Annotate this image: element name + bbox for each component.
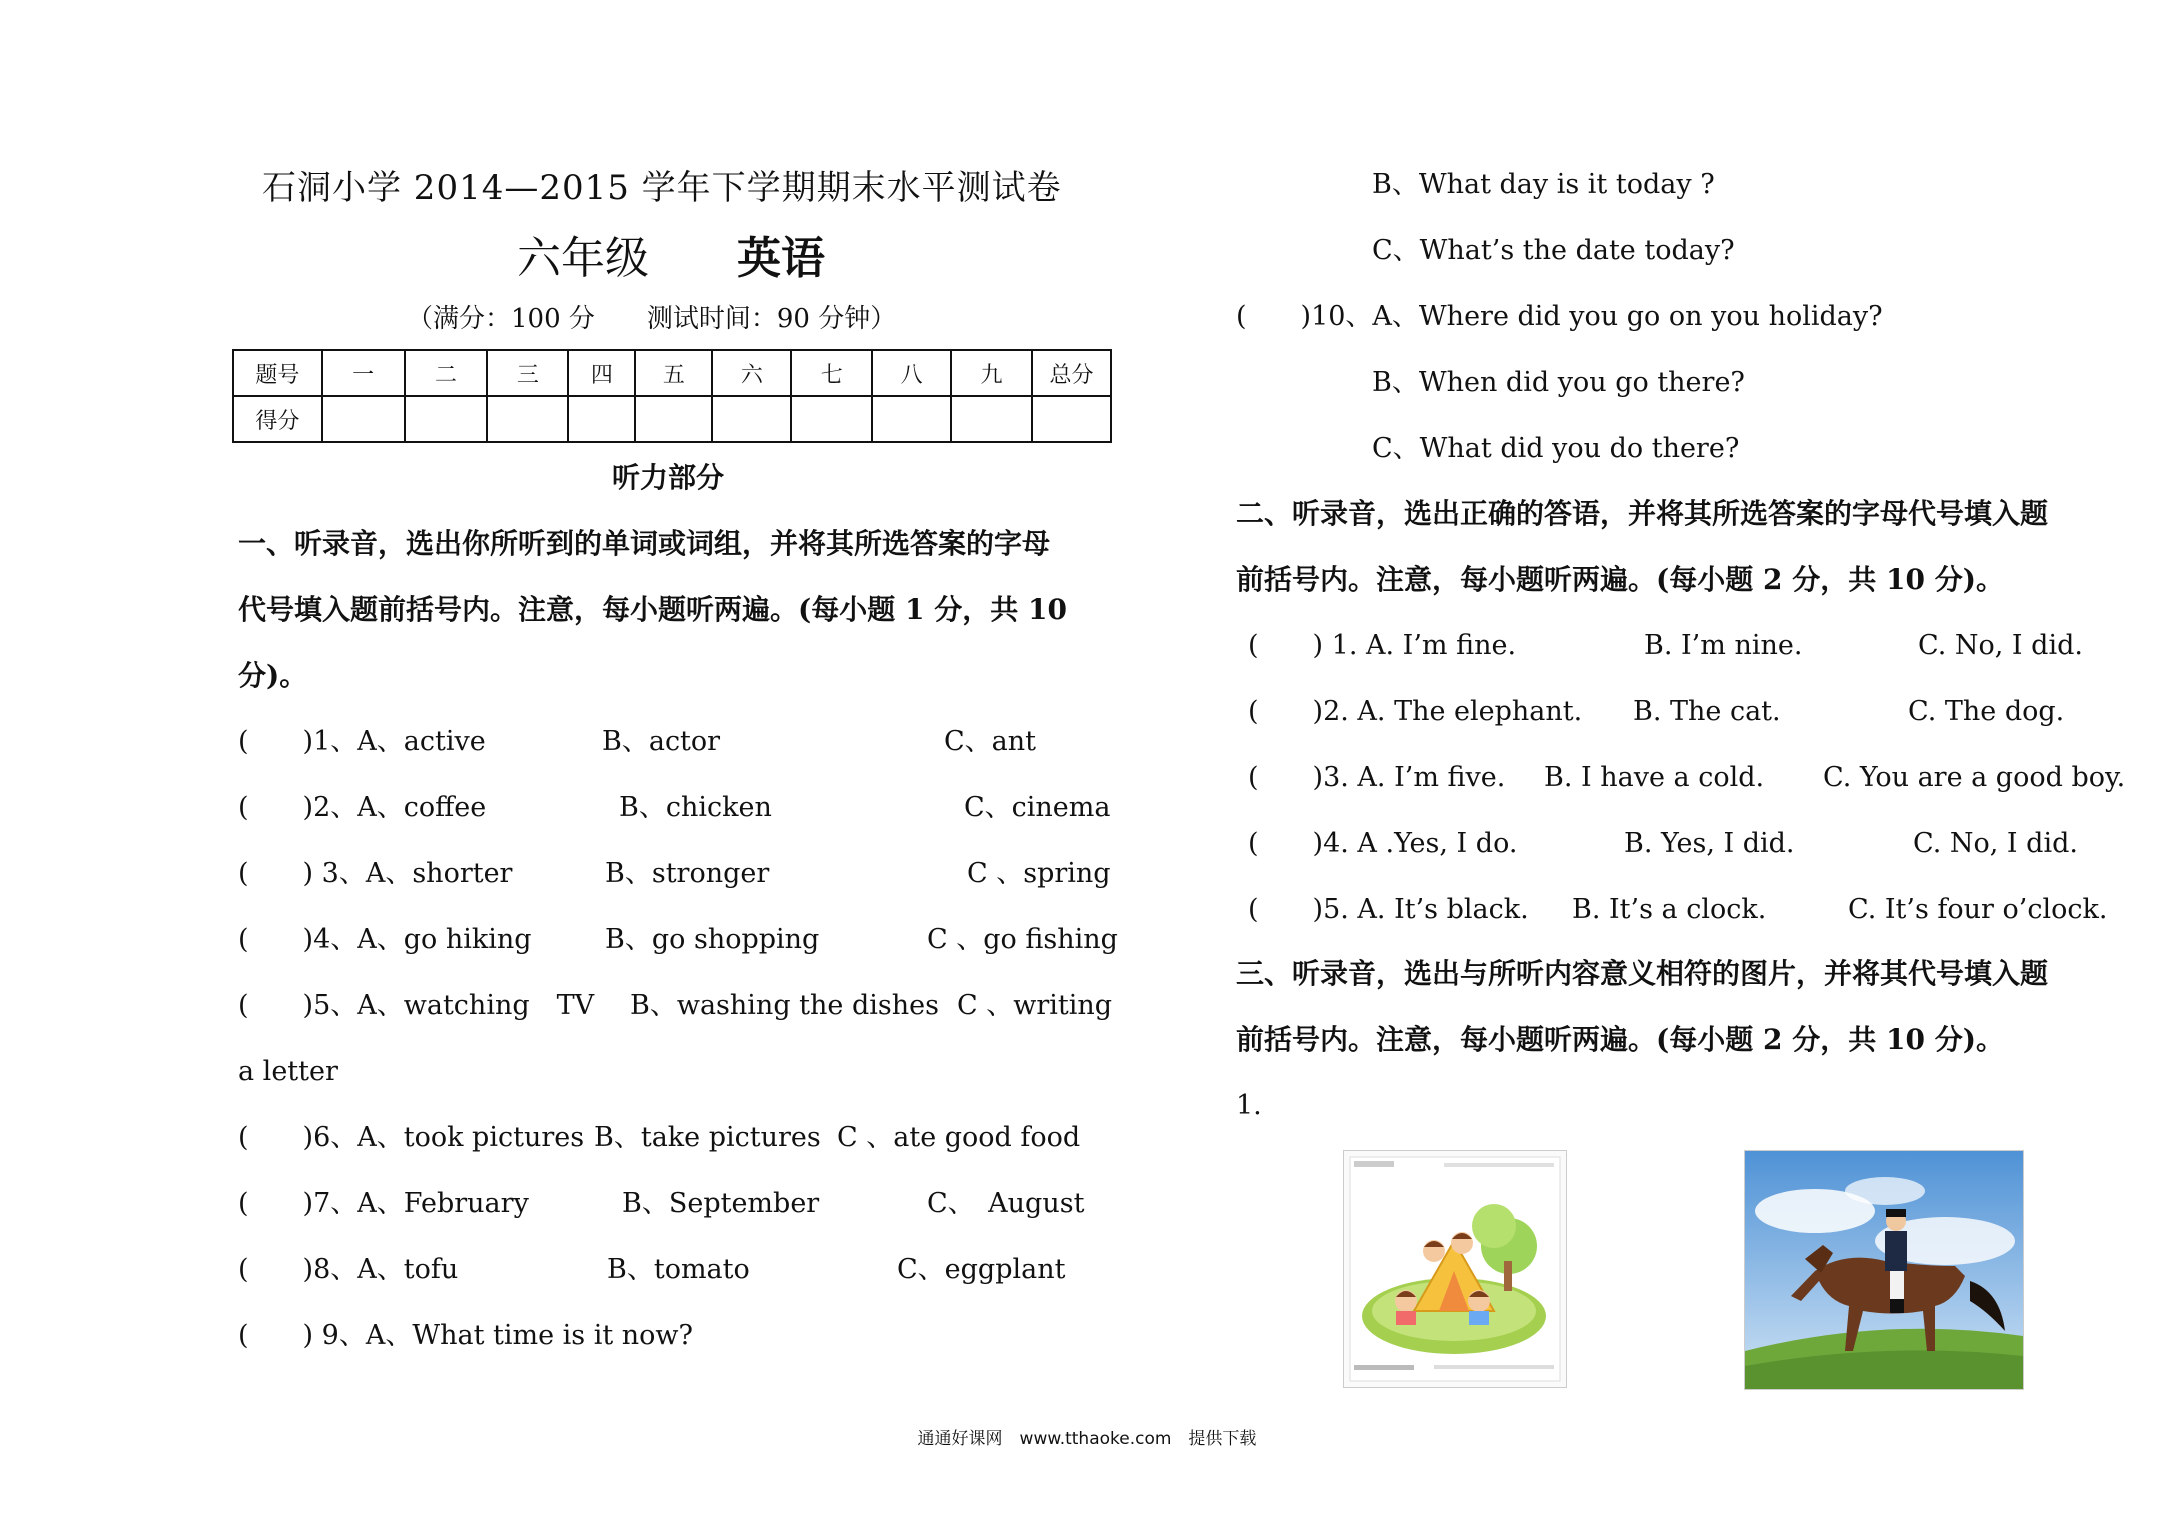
question-a: ( )4、A、go hiking — [238, 924, 532, 955]
question-continuation: a letter — [238, 1056, 338, 1087]
option-c: C 、writing — [957, 990, 1113, 1021]
option-b: B、go shopping — [605, 924, 820, 955]
option-b: B. I have a cold. — [1544, 762, 1765, 793]
question-a: ( )10、A、Where did you go on you holiday? — [1236, 301, 1883, 332]
listening-title: 听力部分 — [612, 461, 725, 494]
score-entry[interactable] — [872, 396, 951, 442]
option-c: C、What’s the date today? — [1372, 235, 1735, 266]
question-a: ( )1、A、active — [238, 726, 486, 757]
question-a: ( )2、A、coffee — [238, 792, 487, 823]
score-entry[interactable] — [1032, 396, 1111, 442]
section2-title-line2: 前括号内。注意，每小题听两遍。(每小题 2 分，共 10 分)。 — [1236, 563, 2004, 596]
option-c: C 、ate good food — [837, 1122, 1081, 1153]
option-b: B、What day is it today ? — [1372, 169, 1715, 200]
score-cell: 二 — [405, 350, 488, 396]
footer-credit: 通通好课网 www.tthaoke.com 提供下载 — [917, 1429, 1257, 1449]
option-c: C. You are a good boy. — [1823, 762, 2126, 793]
option-b: B. Yes, I did. — [1624, 828, 1795, 859]
score-cell: 九 — [951, 350, 1032, 396]
score-entry[interactable] — [568, 396, 635, 442]
exam-title: 石洞小学 2014—2015 学年下学期期末水平测试卷 — [262, 168, 1062, 208]
score-cell: 八 — [872, 350, 951, 396]
score-entry[interactable] — [487, 396, 568, 442]
exam-subtitle — [517, 222, 825, 286]
score-entry[interactable] — [951, 396, 1032, 442]
option-c: C. The dog. — [1908, 696, 2065, 727]
score-cell: 七 — [791, 350, 872, 396]
option-c: C、eggplant — [897, 1254, 1066, 1285]
score-table-score-row — [233, 396, 1111, 442]
score-entry[interactable] — [635, 396, 712, 442]
option-c: C、 August — [927, 1188, 1085, 1219]
option-c: C、cinema — [964, 792, 1111, 823]
question-a: ( )3. A. I’m five. — [1248, 762, 1506, 793]
question-a: ( )8、A、tofu — [238, 1254, 459, 1285]
option-c: C. It’s four o’clock. — [1848, 894, 2108, 925]
section1-title-line1: 一、听录音，选出你所听到的单词或词组，并将其所选答案的字母 — [238, 527, 1051, 560]
section3-title-line2: 前括号内。注意，每小题听两遍。(每小题 2 分，共 10 分)。 — [1236, 1023, 2004, 1056]
horse-riding-image — [1744, 1150, 2024, 1390]
question-a: ( )7、A、February — [238, 1188, 529, 1219]
score-entry[interactable] — [405, 396, 488, 442]
question-a: ( )5. A. It’s black. — [1248, 894, 1529, 925]
section2-title-line1: 二、听录音，选出正确的答语，并将其所选答案的字母代号填入题 — [1236, 497, 2049, 530]
score-entry[interactable] — [791, 396, 872, 442]
option-b: B. It’s a clock. — [1572, 894, 1767, 925]
score-cell: 四 — [568, 350, 635, 396]
option-b: B、chicken — [619, 792, 772, 823]
option-b: B. I’m nine. — [1644, 630, 1803, 661]
option-b: B、actor — [602, 726, 721, 757]
camping-cartoon-illustration — [1344, 1151, 1566, 1387]
section1-title-line2: 代号填入题前括号内。注意，每小题听两遍。(每小题 1 分，共 10 — [238, 593, 1067, 626]
option-b: B、take pictures — [594, 1122, 821, 1153]
question-a: ( )6、A、took pictures — [238, 1122, 585, 1153]
score-entry[interactable] — [322, 396, 405, 442]
option-b: B、When did you go there? — [1372, 367, 1745, 398]
question-a: ( ) 1. A. I’m fine. — [1248, 630, 1517, 661]
option-c: C、ant — [944, 726, 1036, 757]
question-number: 1. — [1236, 1090, 1262, 1121]
subject-label: 英语 — [737, 233, 825, 284]
option-c: C、What did you do there? — [1372, 433, 1740, 464]
score-cell: 六 — [712, 350, 791, 396]
option-b: B、tomato — [607, 1254, 750, 1285]
grade-label: 六年级 — [517, 233, 649, 284]
score-cell: 总分 — [1032, 350, 1111, 396]
score-table-header-row — [233, 350, 1111, 396]
horse-riding-photo — [1745, 1151, 2023, 1389]
score-cell: 题号 — [233, 350, 322, 396]
camping-cartoon-image — [1343, 1150, 1567, 1388]
question-a: ( ) 3、A、shorter — [238, 858, 513, 889]
option-c: C 、spring — [967, 858, 1111, 889]
section3-title-line1: 三、听录音，选出与所听内容意义相符的图片，并将其代号填入题 — [1236, 957, 2049, 990]
question-a: ( )2. A. The elephant. — [1248, 696, 1583, 727]
question-a: ( )5、A、watching TV — [238, 990, 595, 1021]
section1-title-line3: 分)。 — [238, 659, 308, 692]
option-c: C. No, I did. — [1913, 828, 2078, 859]
score-cell: 三 — [487, 350, 568, 396]
score-cell: 五 — [635, 350, 712, 396]
option-b: B. The cat. — [1633, 696, 1781, 727]
option-b: B、September — [622, 1188, 820, 1219]
option-c: C 、go fishing — [927, 924, 1118, 955]
option-b: B、washing the dishes — [630, 990, 939, 1021]
exam-meta: （满分：100 分 测试时间：90 分钟） — [407, 304, 897, 334]
score-entry[interactable] — [712, 396, 791, 442]
option-b: B、stronger — [605, 858, 770, 889]
score-cell: 一 — [322, 350, 405, 396]
score-table — [232, 349, 1112, 443]
score-row-label: 得分 — [233, 396, 322, 442]
question-a: ( )4. A .Yes, I do. — [1248, 828, 1518, 859]
question-a: ( ) 9、A、What time is it now? — [238, 1320, 694, 1351]
option-c: C. No, I did. — [1918, 630, 2083, 661]
